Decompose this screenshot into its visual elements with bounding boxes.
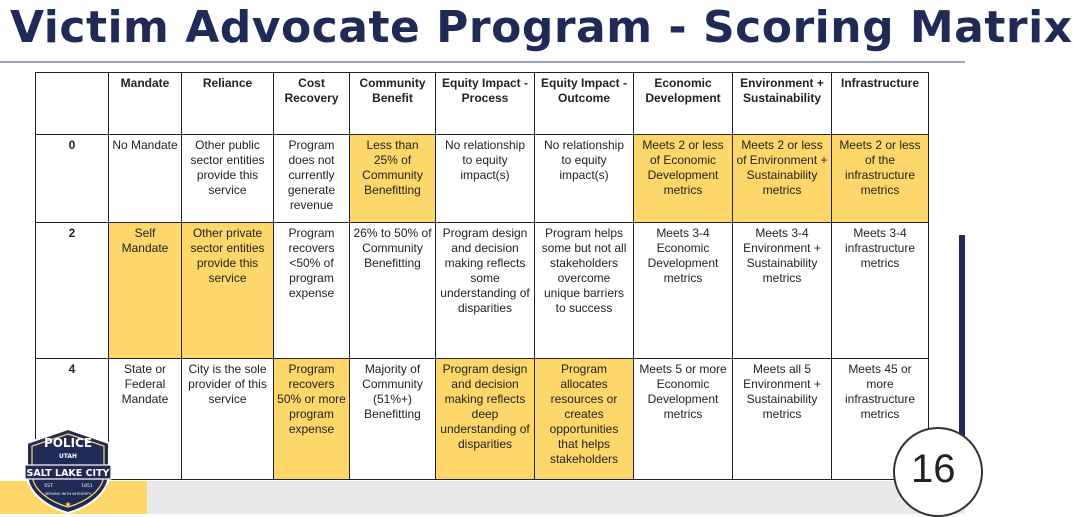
title-divider — [0, 61, 965, 63]
table-cell-highlighted: Meets 2 or less of Environment + Sustainability metrics — [733, 135, 832, 223]
header-cell-cost-recovery: Cost Recovery — [274, 73, 350, 135]
table-cell: Meets 3-4 Economic Development metrics — [634, 223, 733, 359]
badge-motto-text: SERVING WITH INTEGRITY — [44, 492, 92, 496]
table-cell-highlighted: Program allocates resources or creates opportunities that helps stakeholders — [535, 359, 634, 480]
table-cell: Other public sector entities provide this service — [182, 135, 274, 223]
table-cell-highlighted: Self Mandate — [109, 223, 182, 359]
table-cell: 26% to 50% of Community Benefitting — [350, 223, 436, 359]
table-cell-highlighted: Program design and decision making reflects deep understanding of disparities — [436, 359, 535, 480]
table-cell: Meets 5 or more Economic Development metrics — [634, 359, 733, 480]
header-cell-community-benefit: Community Benefit — [350, 73, 436, 135]
header-cell-equity-outcome: Equity Impact - Outcome — [535, 73, 634, 135]
score-cell: 2 — [36, 223, 109, 359]
score-cell: 4 — [36, 359, 109, 480]
page-title: Victim Advocate Program - Scoring Matrix — [10, 2, 1073, 53]
table-cell-highlighted: Less than 25% of Community Benefitting — [350, 135, 436, 223]
scoring-matrix-table — [35, 72, 929, 480]
table-cell: Program helps some but not all stakeholders overcome unique barriers to success — [535, 223, 634, 359]
table-cell: Program does not currently generate revenue — [274, 135, 350, 223]
page-number-circle — [893, 427, 983, 517]
table-cell: Meets 45 or more infrastructure metrics — [832, 359, 929, 480]
badge-est-text: EST. — [44, 484, 54, 489]
header-cell-reliance: Reliance — [182, 73, 274, 135]
page-number: 16 — [911, 447, 956, 491]
header-cell-environment: Environment + Sustainability — [733, 73, 832, 135]
header-cell-infrastructure: Infrastructure — [832, 73, 929, 135]
table-cell: City is the sole provider of this service — [182, 359, 274, 480]
table-cell: No relationship to equity impact(s) — [436, 135, 535, 223]
badge-top-text: POLICE — [43, 436, 93, 450]
table-cell: State or Federal Mandate — [109, 359, 182, 480]
table-cell: Meets all 5 Environment + Sustainability metrics — [733, 359, 832, 480]
header-row — [36, 73, 929, 135]
table-row — [36, 359, 929, 480]
table-row — [36, 135, 929, 223]
table-cell-highlighted: Other private sector entities provide this service — [182, 223, 274, 359]
score-cell: 0 — [36, 135, 109, 223]
table-cell: Program recovers <50% of program expense — [274, 223, 350, 359]
table-cell: Program design and decision making reflects some understanding of disparities — [436, 223, 535, 359]
police-badge-icon — [23, 427, 113, 514]
table-cell: Meets 3-4 Environment + Sustainability metrics — [733, 223, 832, 359]
header-cell-economic-development: Economic Development — [634, 73, 733, 135]
badge-city-text: SALT LAKE CITY — [26, 468, 110, 479]
badge-year-text: 1851 — [81, 484, 93, 489]
header-cell-equity-process: Equity Impact - Process — [436, 73, 535, 135]
table-cell-highlighted: Program recovers 50% or more program expense — [274, 359, 350, 480]
table-row — [36, 223, 929, 359]
header-cell-mandate: Mandate — [109, 73, 182, 135]
badge-state-text: UTAH — [58, 453, 78, 460]
table-cell: Meets 3-4 infrastructure metrics — [832, 223, 929, 359]
table-cell: Majority of Community (51%+) Benefitting — [350, 359, 436, 480]
star-icon: ★ — [64, 500, 72, 509]
table-cell-highlighted: Meets 2 or less of Economic Development metrics — [634, 135, 733, 223]
table-cell: No relationship to equity impact(s) — [535, 135, 634, 223]
header-cell-empty — [36, 73, 109, 135]
table-cell: No Mandate — [109, 135, 182, 223]
table-cell-highlighted: Meets 2 or less of the infrastructure metrics — [832, 135, 929, 223]
